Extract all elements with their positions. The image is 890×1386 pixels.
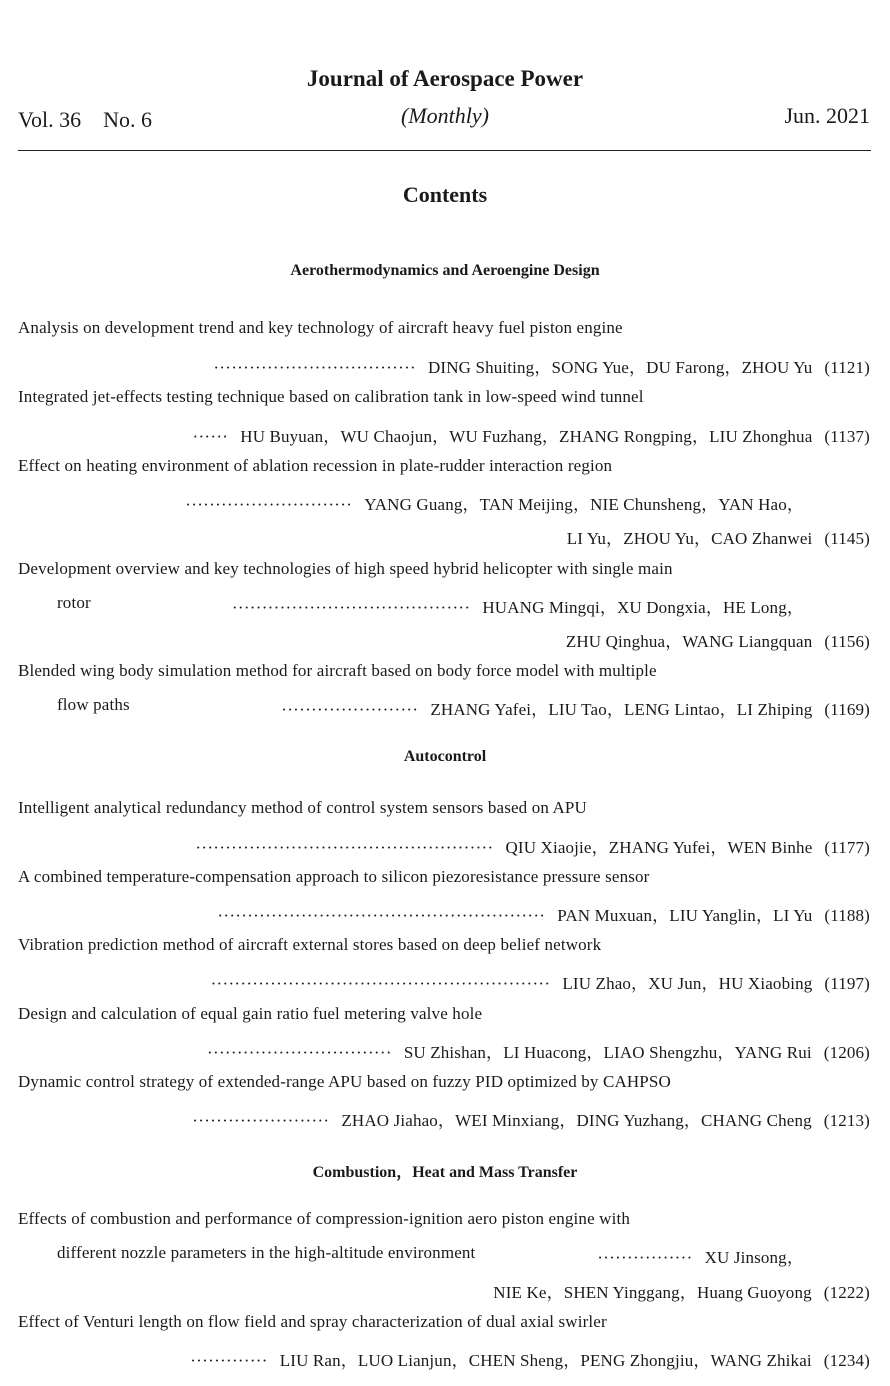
leader-dots: ············· <box>190 1351 268 1370</box>
article-title: Blended wing body simulation method for aircraft based on body force model with multiple <box>18 661 657 680</box>
article-title: A combined temperature-compensation approach to silicon piezoresistance pressure sensor <box>18 867 650 886</box>
article-authors-line <box>195 833 870 858</box>
article-authors-line <box>597 1243 804 1268</box>
authors: QIU Xiaojie，ZHANG Yufei，WEN Binhe <box>505 838 813 857</box>
page-number: (1206) <box>823 1043 870 1062</box>
page-number: (1145) <box>824 529 870 548</box>
article-title: Integrated jet-effects testing technique based on calibration tank in low-speed wind tunnel <box>18 387 644 406</box>
page-number: (1121) <box>824 358 870 377</box>
article-authors-line <box>217 901 870 926</box>
leader-dots: ········································ <box>231 598 471 617</box>
article-authors-line <box>232 593 804 618</box>
authors: ZHAO Jiahao，WEI Minxiang，DING Yuzhang，CHANG Cheng <box>341 1111 812 1130</box>
article-authors-line <box>211 969 870 994</box>
journal-title: Journal of Aerospace Power <box>306 66 584 91</box>
authors: HUANG Mingqi，XU Dongxia，HE Long， <box>482 598 804 617</box>
contents-heading: Contents <box>402 182 488 207</box>
authors: XU Jinsong， <box>704 1248 804 1267</box>
article-authors-line <box>185 490 804 515</box>
page-number: (1137) <box>824 427 870 446</box>
leader-dots: ················ <box>597 1248 693 1267</box>
article-title: Analysis on development trend and key technology of aircraft heavy fuel piston engine <box>18 318 623 337</box>
frequency: (Monthly) <box>401 103 489 128</box>
article-authors-line <box>213 353 870 378</box>
authors: LI Yu，ZHOU Yu，CAO Zhanwei <box>566 529 813 548</box>
article-authors-line <box>493 1278 870 1303</box>
authors: LIU Ran，LUO Lianjun，CHEN Sheng，PENG Zhongjiu，WANG Zhikai <box>279 1351 812 1370</box>
section-title: Aerothermodynamics and Aeroengine Design <box>290 262 600 279</box>
article-title: Design and calculation of equal gain ratio fuel metering valve hole <box>18 1004 483 1023</box>
section-title: Autocontrol <box>403 748 487 765</box>
article-title: Vibration prediction method of aircraft external stores based on deep belief network <box>18 935 602 954</box>
article-authors-line <box>567 524 870 549</box>
article-title-continuation: different nozzle parameters in the high-altitude environment <box>57 1243 476 1262</box>
authors: NIE Ke，SHEN Yinggang，Huang Guoyong <box>493 1283 812 1302</box>
article-title: Effects of combustion and performance of compression-ignition aero piston engine with <box>18 1209 630 1228</box>
article-title: Intelligent analytical redundancy method of control system sensors based on APU <box>18 798 587 817</box>
page-number: (1234) <box>823 1351 870 1370</box>
article-authors-line <box>192 422 870 447</box>
leader-dots: ······················································· <box>217 906 546 925</box>
article-title: Development overview and key technologies of high speed hybrid helicopter with single main <box>18 559 673 578</box>
authors: DING Shuiting，SONG Yue，DU Farong，ZHOU Yu <box>428 358 813 377</box>
article-title: Dynamic control strategy of extended-range APU based on fuzzy PID optimized by CAHPSO <box>18 1072 671 1091</box>
authors: PAN Muxuan，LIU Yanglin，LI Yu <box>557 906 813 925</box>
volume-issue: Vol. 36 No. 6 <box>18 107 153 132</box>
page-number: (1222) <box>823 1283 870 1302</box>
leader-dots: ·················································· <box>195 838 494 857</box>
authors: YANG Guang，TAN Meijing，NIE Chunsheng，YAN Hao， <box>364 495 804 514</box>
leader-dots: ·································· <box>213 358 416 377</box>
authors: ZHU Qinghua，WANG Liangquan <box>565 632 813 651</box>
leader-dots: ···························· <box>185 495 353 514</box>
header-rule <box>18 150 871 151</box>
article-authors-line <box>192 1106 870 1131</box>
article-authors-line <box>566 627 870 652</box>
leader-dots: ······························· <box>207 1043 392 1062</box>
leader-dots: ······················· <box>281 700 419 719</box>
page-number: (1188) <box>824 906 870 925</box>
page-number: (1197) <box>824 974 870 993</box>
authors: HU Buyuan，WU Chaojun，WU Fuzhang，ZHANG Rongping，LIU Zhonghua <box>240 427 813 446</box>
authors: ZHANG Yafei，LIU Tao，LENG Lintao，LI Zhiping <box>430 700 813 719</box>
authors: SU Zhishan，LI Huacong，LIAO Shengzhu，YANG Rui <box>403 1043 812 1062</box>
page-number: (1177) <box>824 838 870 857</box>
article-authors-line <box>281 695 870 720</box>
authors: LIU Zhao，XU Jun，HU Xiaobing <box>562 974 813 993</box>
article-title-continuation: rotor <box>57 593 91 612</box>
page-number: (1213) <box>823 1111 870 1130</box>
leader-dots: ······················· <box>192 1111 330 1130</box>
page-number: (1156) <box>824 632 870 651</box>
article-title: Effect on heating environment of ablation recession in plate-rudder interaction region <box>18 456 613 475</box>
leader-dots: ························································· <box>210 974 551 993</box>
section-title: Combustion，Heat and Mass Transfer <box>312 1164 578 1181</box>
article-authors-line <box>207 1038 870 1063</box>
issue-date: Jun. 2021 <box>784 103 870 128</box>
article-title: Effect of Venturi length on flow field and spray characterization of dual axial swirler <box>18 1312 607 1331</box>
article-authors-line <box>190 1346 870 1371</box>
page-number: (1169) <box>824 700 870 719</box>
leader-dots: ······ <box>192 427 229 446</box>
article-title-continuation: flow paths <box>57 695 130 714</box>
